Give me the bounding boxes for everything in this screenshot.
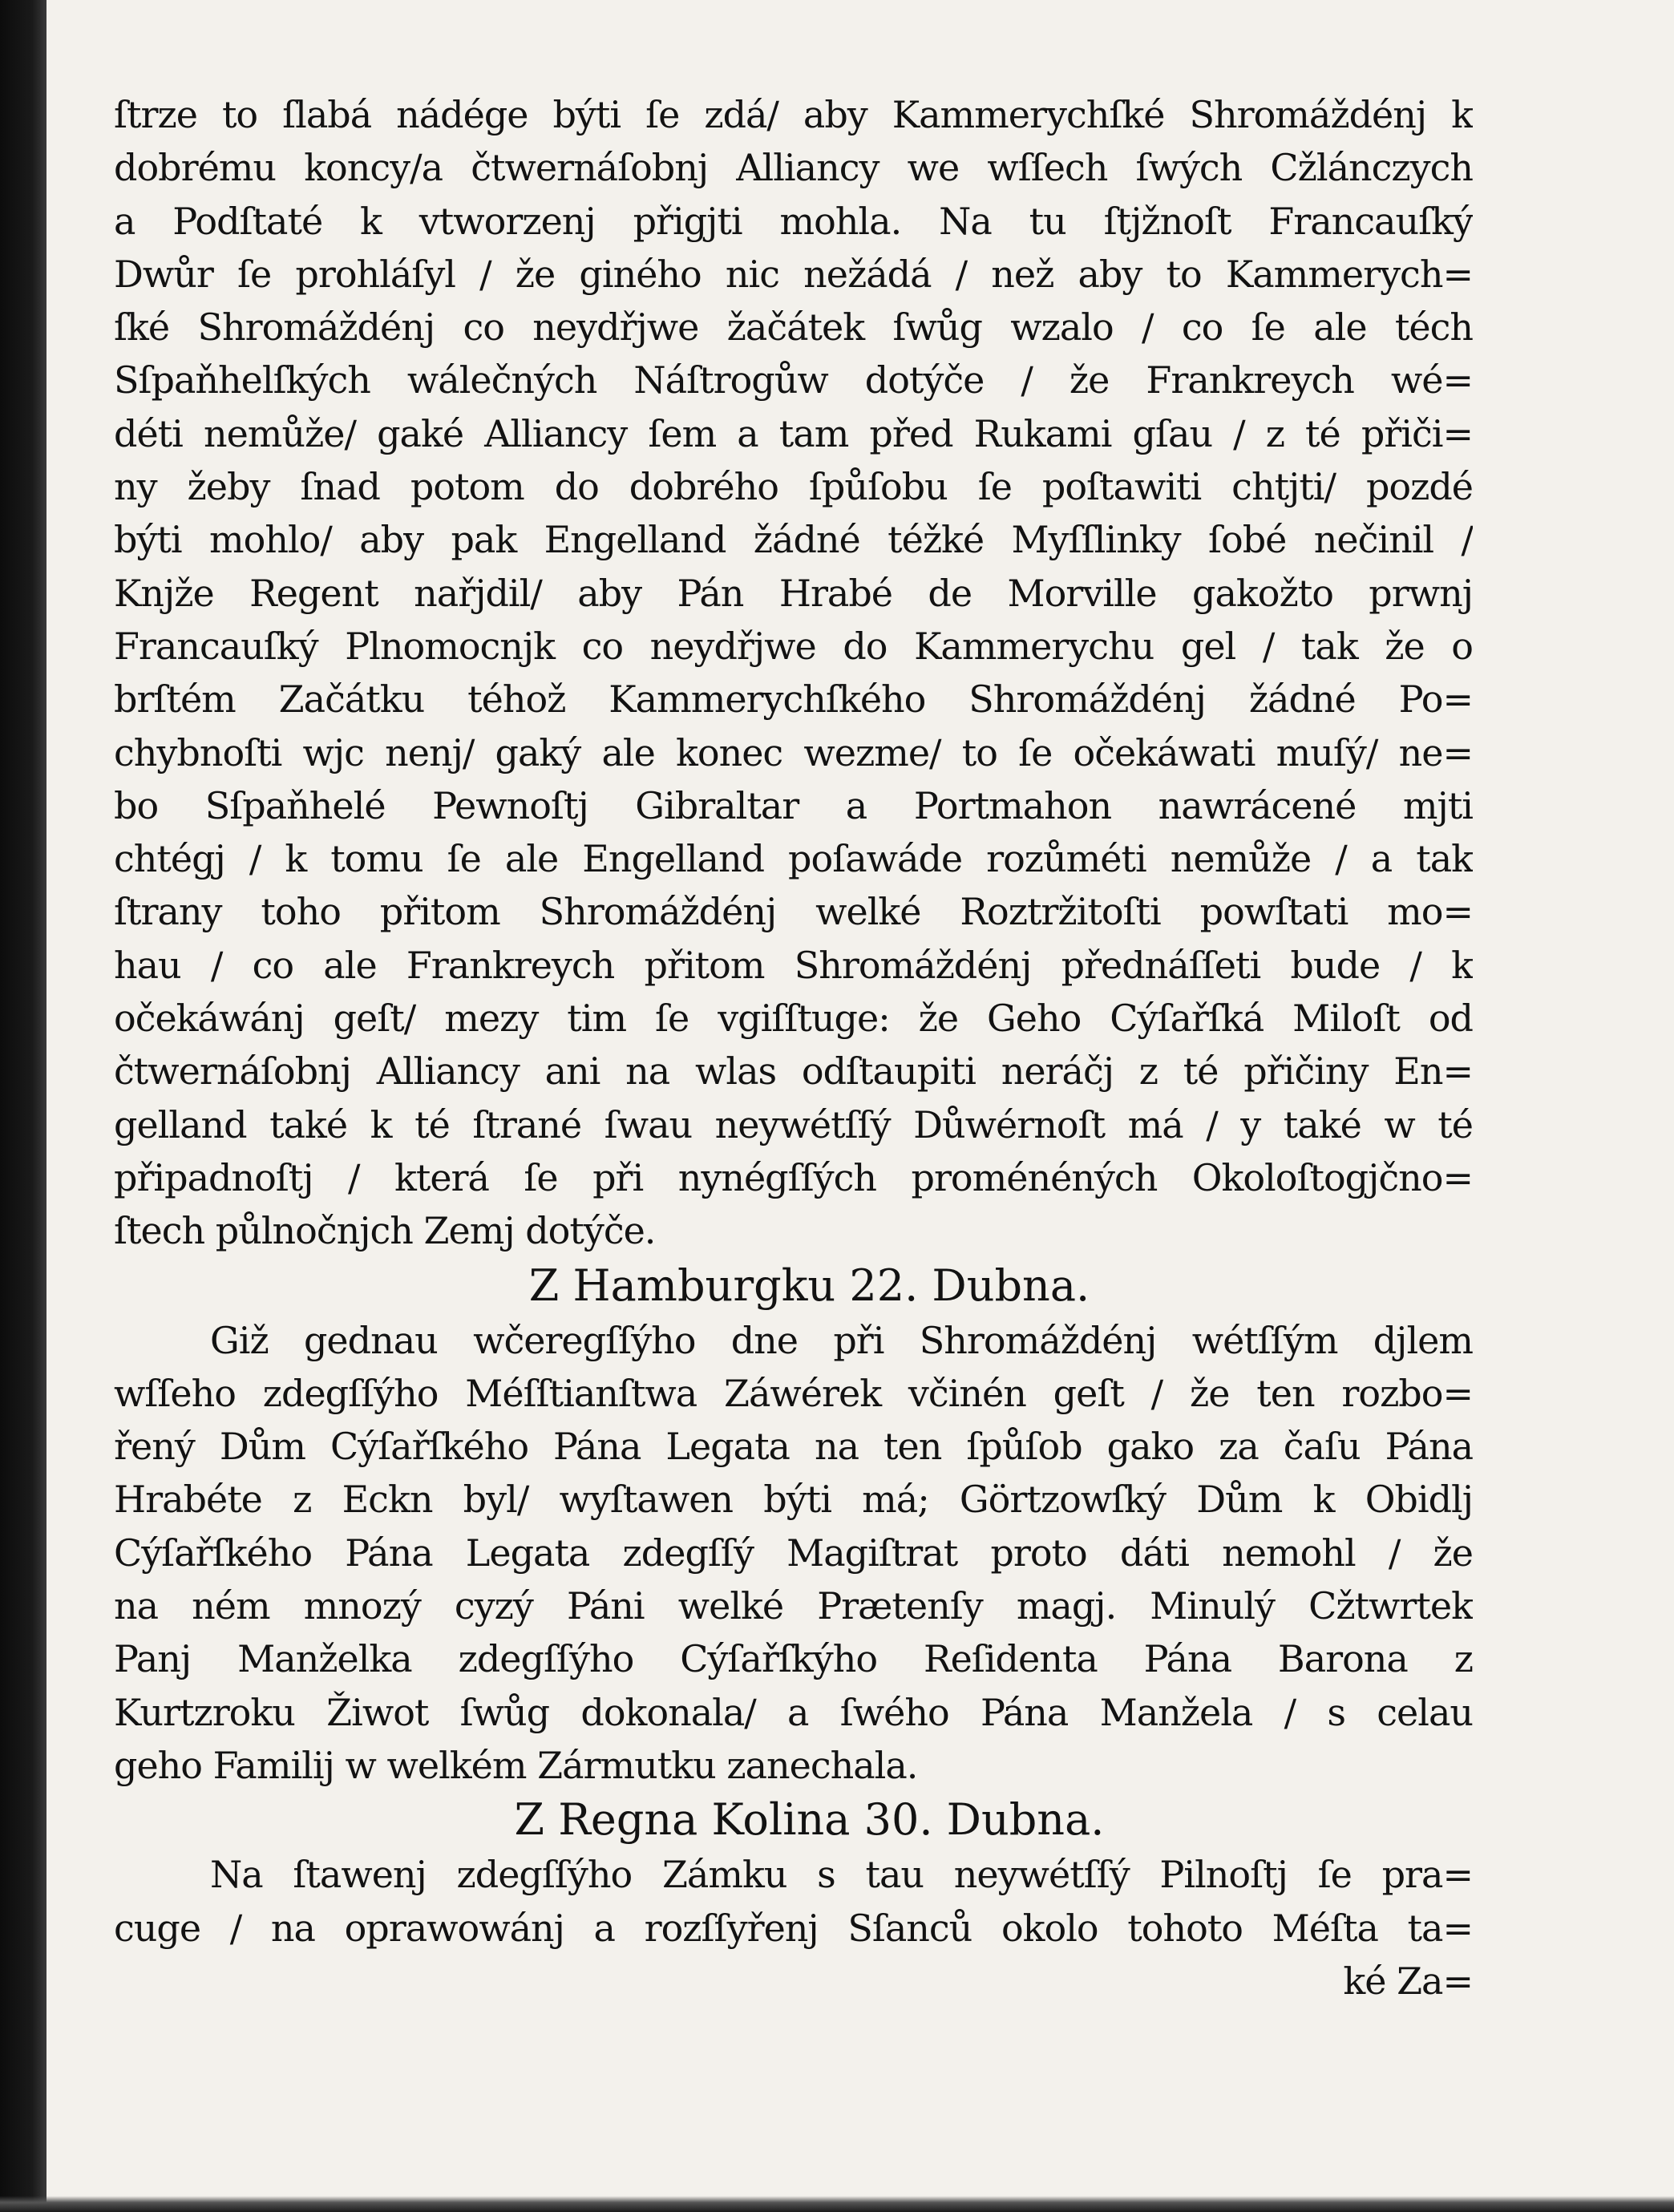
text-line: čtwernáſobnj Alliancy ani na wlas odſtaupiti neráčj z té přičiny En= bbox=[114, 1049, 1473, 1094]
text-line: Francauſký Plnomocnjk co neydřjwe do Kammerychu gel / tak že o bbox=[114, 624, 1473, 668]
text-line: ké Za= bbox=[1343, 1959, 1473, 2003]
text-line: Knjže Regent nařjdil/ aby Pán Hrabé de Morville gakožto prwnj bbox=[114, 571, 1473, 615]
text-line: na ném mnozý cyzý Páni welké Prætenſy magj. Minulý Cžtwrtek bbox=[114, 1584, 1473, 1628]
section-heading: Z Hamburgku 22. Dubna. bbox=[528, 1260, 1090, 1311]
bottom-shadow bbox=[0, 2196, 1674, 2212]
text-line: dobrému koncy/a čtwernáſobnj Alliancy we wſſech ſwých Cžlánczych bbox=[114, 146, 1473, 190]
text-line: Kurtzroku Žiwot ſwůg dokonala/ a ſwého Pána Manžela / s celau bbox=[114, 1690, 1473, 1734]
text-line: ſtech půlnočnjch Zemj dotýče. bbox=[114, 1209, 656, 1253]
text-line: Panj Manželka zdegſſýho Cýſařſkýho Reſidenta Pána Barona z bbox=[114, 1637, 1473, 1681]
text-line: a Podſtaté k vtworzenj přigjti mohla. Na tu ſtjžnoſt Francauſký bbox=[114, 199, 1473, 243]
text-line: bo Sſpaňhelé Pewnoſtj Gibraltar a Portmahon nawrácené mjti bbox=[114, 783, 1473, 827]
text-line: cuge / na oprawowánj a rozſſyřenj Sſanců okolo tohoto Méſta ta= bbox=[114, 1906, 1473, 1950]
text-line: déti nemůže/ gaké Alliancy ſem a tam před Rukami gſau / z té přiči= bbox=[114, 411, 1473, 455]
text-line: chtégj / k tomu ſe ale Engelland poſawáde rozůméti nemůže / a tak bbox=[114, 837, 1473, 881]
text-line: chybnoſti wjc nenj/ gaký ale konec wezme/ to ſe očekáwati muſý/ ne= bbox=[114, 730, 1473, 774]
section-heading: Z Regna Kolina 30. Dubna. bbox=[514, 1794, 1105, 1846]
binding-shadow bbox=[0, 0, 46, 2212]
text-line: ſtrany toho přitom Shromáždénj welké Roztržitoſti powſtati mo= bbox=[114, 890, 1473, 934]
text-line: hau / co ale Frankreych přitom Shromáždénj přednáſſeti bude / k bbox=[114, 943, 1473, 987]
text-line: připadnoſtj / která ſe při nynégſſých proménéných Okoloſtogjčno= bbox=[114, 1155, 1473, 1199]
text-line: ſké Shromáždénj co neydřjwe žačátek ſwůg wzalo / co ſe ale téch bbox=[114, 305, 1473, 350]
text-line: očekáwánj geſt/ mezy tim ſe vgiſſtuge: že Geho Cýſařſká Miloſt od bbox=[114, 997, 1473, 1041]
text-line: geho Familij w welkém Zármutku zanechala. bbox=[114, 1743, 918, 1787]
text-line: brſtém Začátku téhož Kammerychſkého Shromáždénj žádné Po= bbox=[114, 677, 1473, 722]
document-body bbox=[114, 88, 1473, 2008]
text-line: Giž gednau wčeregſſýho dne při Shromáždénj wétſſým djlem bbox=[210, 1318, 1473, 1362]
text-line: wſſeho zdegſſýho Méſſtianſtwa Záwérek včinén geſt / že ten rozbo= bbox=[114, 1371, 1473, 1415]
text-line: Cýſařſkého Pána Legata zdegſſý Magiſtrat proto dáti nemohl / že bbox=[114, 1531, 1473, 1575]
text-line: Dwůr ſe prohláſyl / že giného nic nežádá / než aby to Kammerych= bbox=[114, 252, 1473, 296]
text-line: býti mohlo/ aby pak Engelland žádné téžké Myſſlinky ſobé nečinil / bbox=[114, 518, 1473, 562]
text-line: ny žeby ſnad potom do dobrého ſpůſobu ſe poſtawiti chtjti/ pozdé bbox=[114, 465, 1473, 509]
text-line: ſtrze to ſlabá nádége býti ſe zdá/ aby Kammerychſké Shromáždénj k bbox=[114, 93, 1473, 136]
text-line: gelland také k té ſtrané ſwau neywétſſý Důwérnoſt má / y také w té bbox=[114, 1102, 1473, 1146]
text-line: Hrabéte z Eckn byl/ wyſtawen býti má; Görtzowſký Dům k Obidlj bbox=[114, 1478, 1473, 1522]
text-line: Sſpaňhelſkých wálečných Náſtrogůw dotýče / že Frankreych wé= bbox=[114, 358, 1473, 402]
text-line: Na ſtawenj zdegſſýho Zámku s tau neywétſſý Pilnoſtj ſe pra= bbox=[210, 1853, 1473, 1897]
text-line: řený Dům Cýſařſkého Pána Legata na ten ſpůſob gako za čaſu Pána bbox=[114, 1425, 1473, 1469]
